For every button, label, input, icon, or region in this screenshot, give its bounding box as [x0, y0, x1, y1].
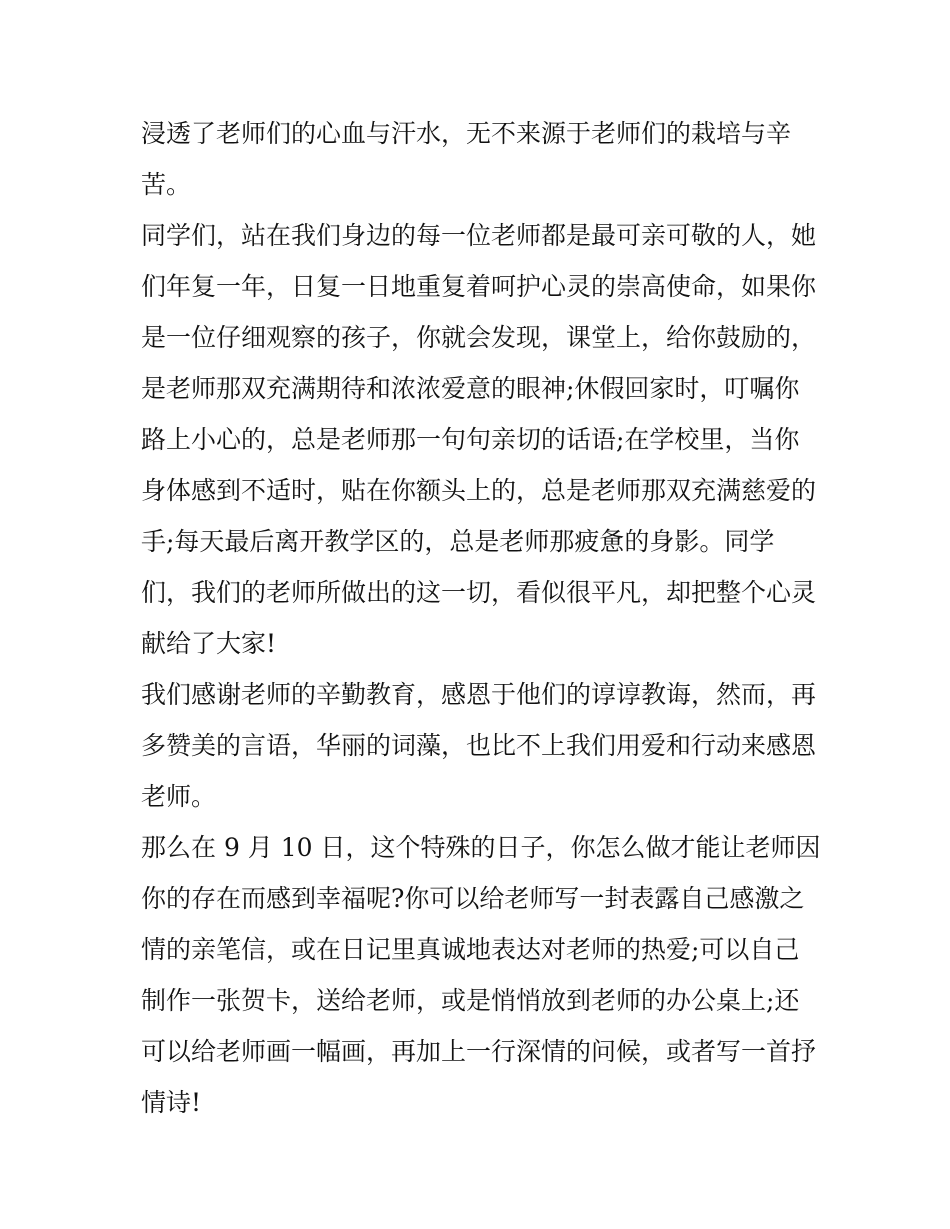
- text-line: 情诗!: [141, 1088, 202, 1117]
- text-line: 可以给老师画一幅画，再加上一行深情的问候，或者写一首抒: [141, 1037, 817, 1066]
- text-line: 同学们，站在我们身边的每一位老师都是最可亲可敬的人，她: [141, 221, 817, 250]
- text-line: 制作一张贺卡，送给老师，或是悄悄放到老师的办公桌上;还: [141, 986, 800, 1015]
- text-line: 路上小心的，总是老师那一句句亲切的话语;在学校里，当你: [141, 425, 800, 454]
- document-page: [141, 108, 821, 1128]
- text-line: 们年复一年，日复一日地重复着呵护心灵的崇高使命，如果你: [141, 272, 817, 301]
- text-line: 老师。: [141, 782, 217, 811]
- paragraph-3: [141, 669, 817, 822]
- text-line: 多赞美的言语，华丽的词藻，也比不上我们用爱和行动来感恩: [141, 731, 817, 760]
- text-line: 情的亲笔信，或在日记里真诚地表达对老师的热爱;可以自己: [141, 935, 800, 964]
- text-line: 你的存在而感到幸福呢?你可以给老师写一封表露自己感激之: [141, 884, 805, 913]
- text-line: 身体感到不适时，贴在你额头上的，总是老师那双充满慈爱的: [141, 476, 817, 505]
- text-line: 浸透了老师们的心血与汗水，无不来源于老师们的栽培与辛: [141, 119, 792, 148]
- text-line: 们，我们的老师所做出的这一切，看似很平凡，却把整个心灵: [141, 578, 817, 607]
- text-line: 苦。: [141, 170, 192, 199]
- text-line: 是老师那双充满期待和浓浓爱意的眼神;休假回家时，叮嘱你: [141, 374, 800, 403]
- text-line: 献给了大家!: [141, 629, 277, 658]
- paragraph-1: [141, 108, 813, 210]
- text-line: 是一位仔细观察的孩子，你就会发现，课堂上，给你鼓励的，: [141, 323, 817, 352]
- paragraph-4: [141, 822, 821, 1128]
- text-line: 那么在 9 月 10 日，这个特殊的日子，你怎么做才能让老师因: [141, 833, 821, 862]
- text-line: 我们感谢老师的辛勤教育，感恩于他们的谆谆教诲，然而，再: [141, 680, 817, 709]
- paragraph-2: [141, 210, 817, 669]
- text-line: 手;每天最后离开教学区的，总是老师那疲惫的身影。同学: [141, 527, 775, 556]
